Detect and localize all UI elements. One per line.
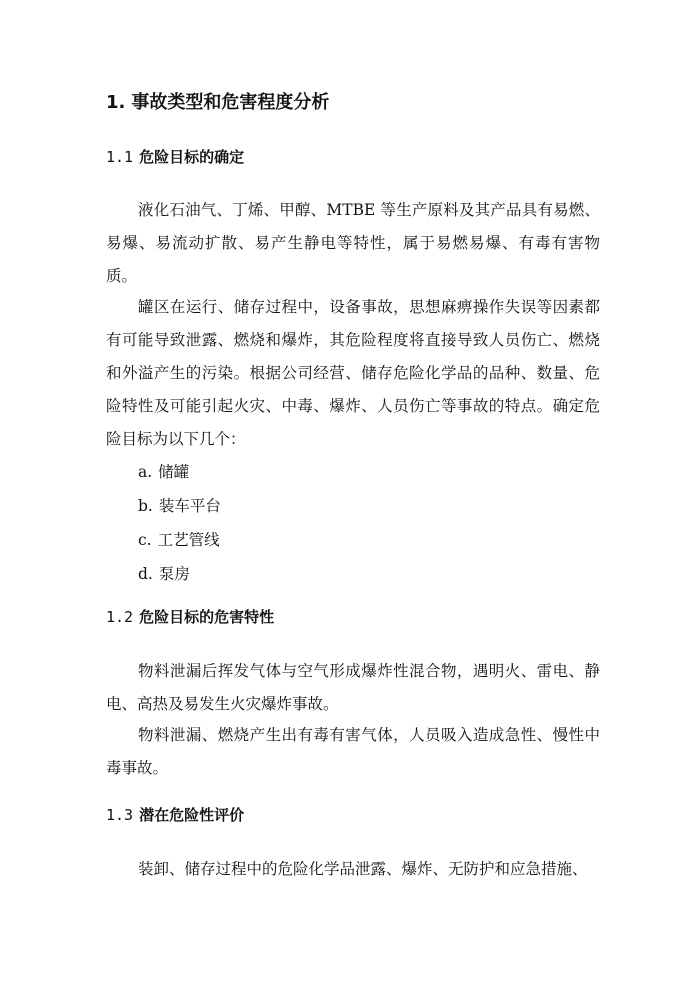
target-item-b-mark: b. <box>138 497 153 515</box>
section-1-3-title: 潜在危险性评价 <box>139 806 245 824</box>
section-1-1-number: 1.1 <box>106 148 134 166</box>
paragraph-1-2-b: 物料泄漏、燃烧产生出有毒有害气体，人员吸入造成急性、慢性中毒事故。 <box>106 726 600 777</box>
section-1-1-title: 危险目标的确定 <box>139 148 245 166</box>
section-1-3-heading <box>106 804 244 826</box>
target-item-c <box>138 528 220 552</box>
section-1-1-heading <box>106 146 244 168</box>
target-item-a-mark: a. <box>138 463 153 481</box>
paragraph-1-1-a: 液化石油气、丁烯、甲醇、MTBE 等生产原料及其产品具有易燃、易爆、易流动扩散、易产生静电等特性，属于易燃易爆、有毒有害物质。 <box>106 201 600 285</box>
paragraph-1-2-a: 物料泄漏后挥发气体与空气形成爆炸性混合物，遇明火、雷电、静电、高热及易发生火灾爆炸事故。 <box>106 662 600 713</box>
target-item-a <box>138 460 189 484</box>
section-1-heading <box>106 90 329 116</box>
target-item-d <box>138 562 190 586</box>
target-item-c-text: 工艺管线 <box>157 531 220 549</box>
section-1-2-number: 1.2 <box>106 608 134 626</box>
target-item-d-text: 泵房 <box>158 565 190 583</box>
section-1-title: 事故类型和危害程度分析 <box>131 92 330 113</box>
section-1-2-heading <box>106 606 274 628</box>
paragraph-1-3-a: 装卸、储存过程中的危险化学品泄露、爆炸、无防护和应急措施、 <box>138 860 588 878</box>
target-item-b <box>138 494 221 518</box>
paragraph-1-1-b: 罐区在运行、储存过程中，设备事故，思想麻痹操作失误等因素都有可能导致泄露、燃烧和爆炸，其危险程度将直接导致人员伤亡、燃烧和外溢产生的污染。根据公司经营、储存危险化学品的品种、数量、危险特性及可能引起火灾、中毒、爆炸、人员伤亡等事故的特点。确定危险目标为以下几个： <box>106 298 600 448</box>
target-item-b-text: 装车平台 <box>158 497 221 515</box>
section-1-3-number: 1.3 <box>106 806 134 824</box>
target-item-c-mark: c. <box>138 531 152 549</box>
section-1-2-title: 危险目标的危害特性 <box>139 608 275 626</box>
section-1-number: 1. <box>106 92 126 113</box>
target-item-a-text: 储罐 <box>158 463 190 481</box>
target-item-d-mark: d. <box>138 565 153 583</box>
